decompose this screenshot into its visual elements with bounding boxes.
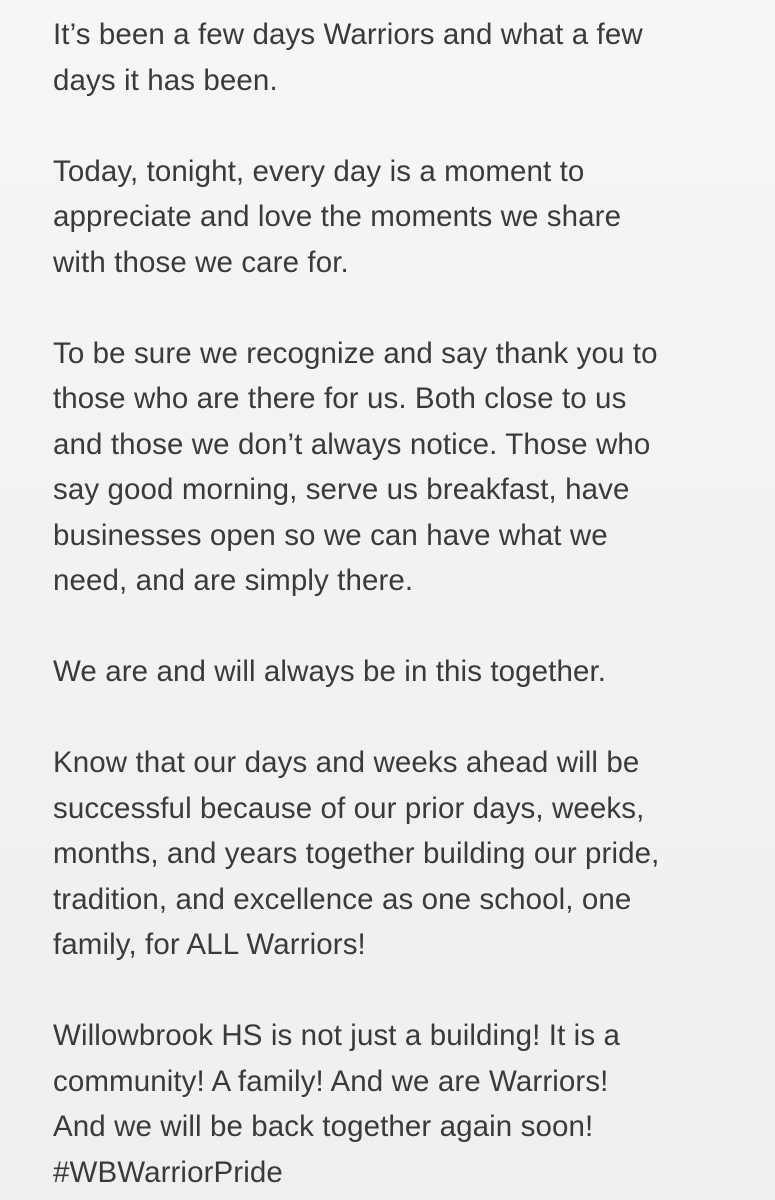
note-line: months, and years together building our pride, [53,837,660,870]
note-line: those who are there for us. Both close to us [53,382,627,415]
paragraph-closing [53,1013,753,1195]
paragraph-today [53,149,753,286]
note-line: need, and are simply there. [53,564,414,597]
note-line: And we will be back together again soon! [53,1110,594,1143]
note-line: businesses open so we can have what we [53,518,608,552]
note-body [53,12,753,1195]
note-line: appreciate and love the moments we share [53,200,622,233]
note-line: Know that our days and weeks ahead will be [53,746,640,779]
paragraph-thank-you [53,331,753,604]
note-line: We are and will always be in this together. [53,655,607,688]
hashtag: #WBWarriorPride [53,1155,283,1189]
note-line: It’s been a few days Warriors and what a few [53,18,643,51]
note-line: with those we care for. [53,245,349,279]
note-line: family, for ALL Warriors! [53,928,366,961]
paragraph-together [53,649,753,695]
note-line: and those we don’t always notice. Those who [53,427,651,461]
note-line: days it has been. [53,63,278,97]
note-line: tradition, and excellence as one school, one [53,882,632,916]
note-line: successful because of our prior days, weeks, [53,791,645,825]
note-line: community! A family! And we are Warriors! [53,1064,609,1098]
note-line: Today, tonight, every day is a moment to [53,154,585,188]
note-line: say good morning, serve us breakfast, have [53,473,630,506]
note-line: To be sure we recognize and say thank you to [53,336,658,370]
paragraph-ahead [53,740,753,968]
note-line: Willowbrook HS is not just a building! It is a [53,1019,620,1052]
paragraph-intro [53,12,753,103]
